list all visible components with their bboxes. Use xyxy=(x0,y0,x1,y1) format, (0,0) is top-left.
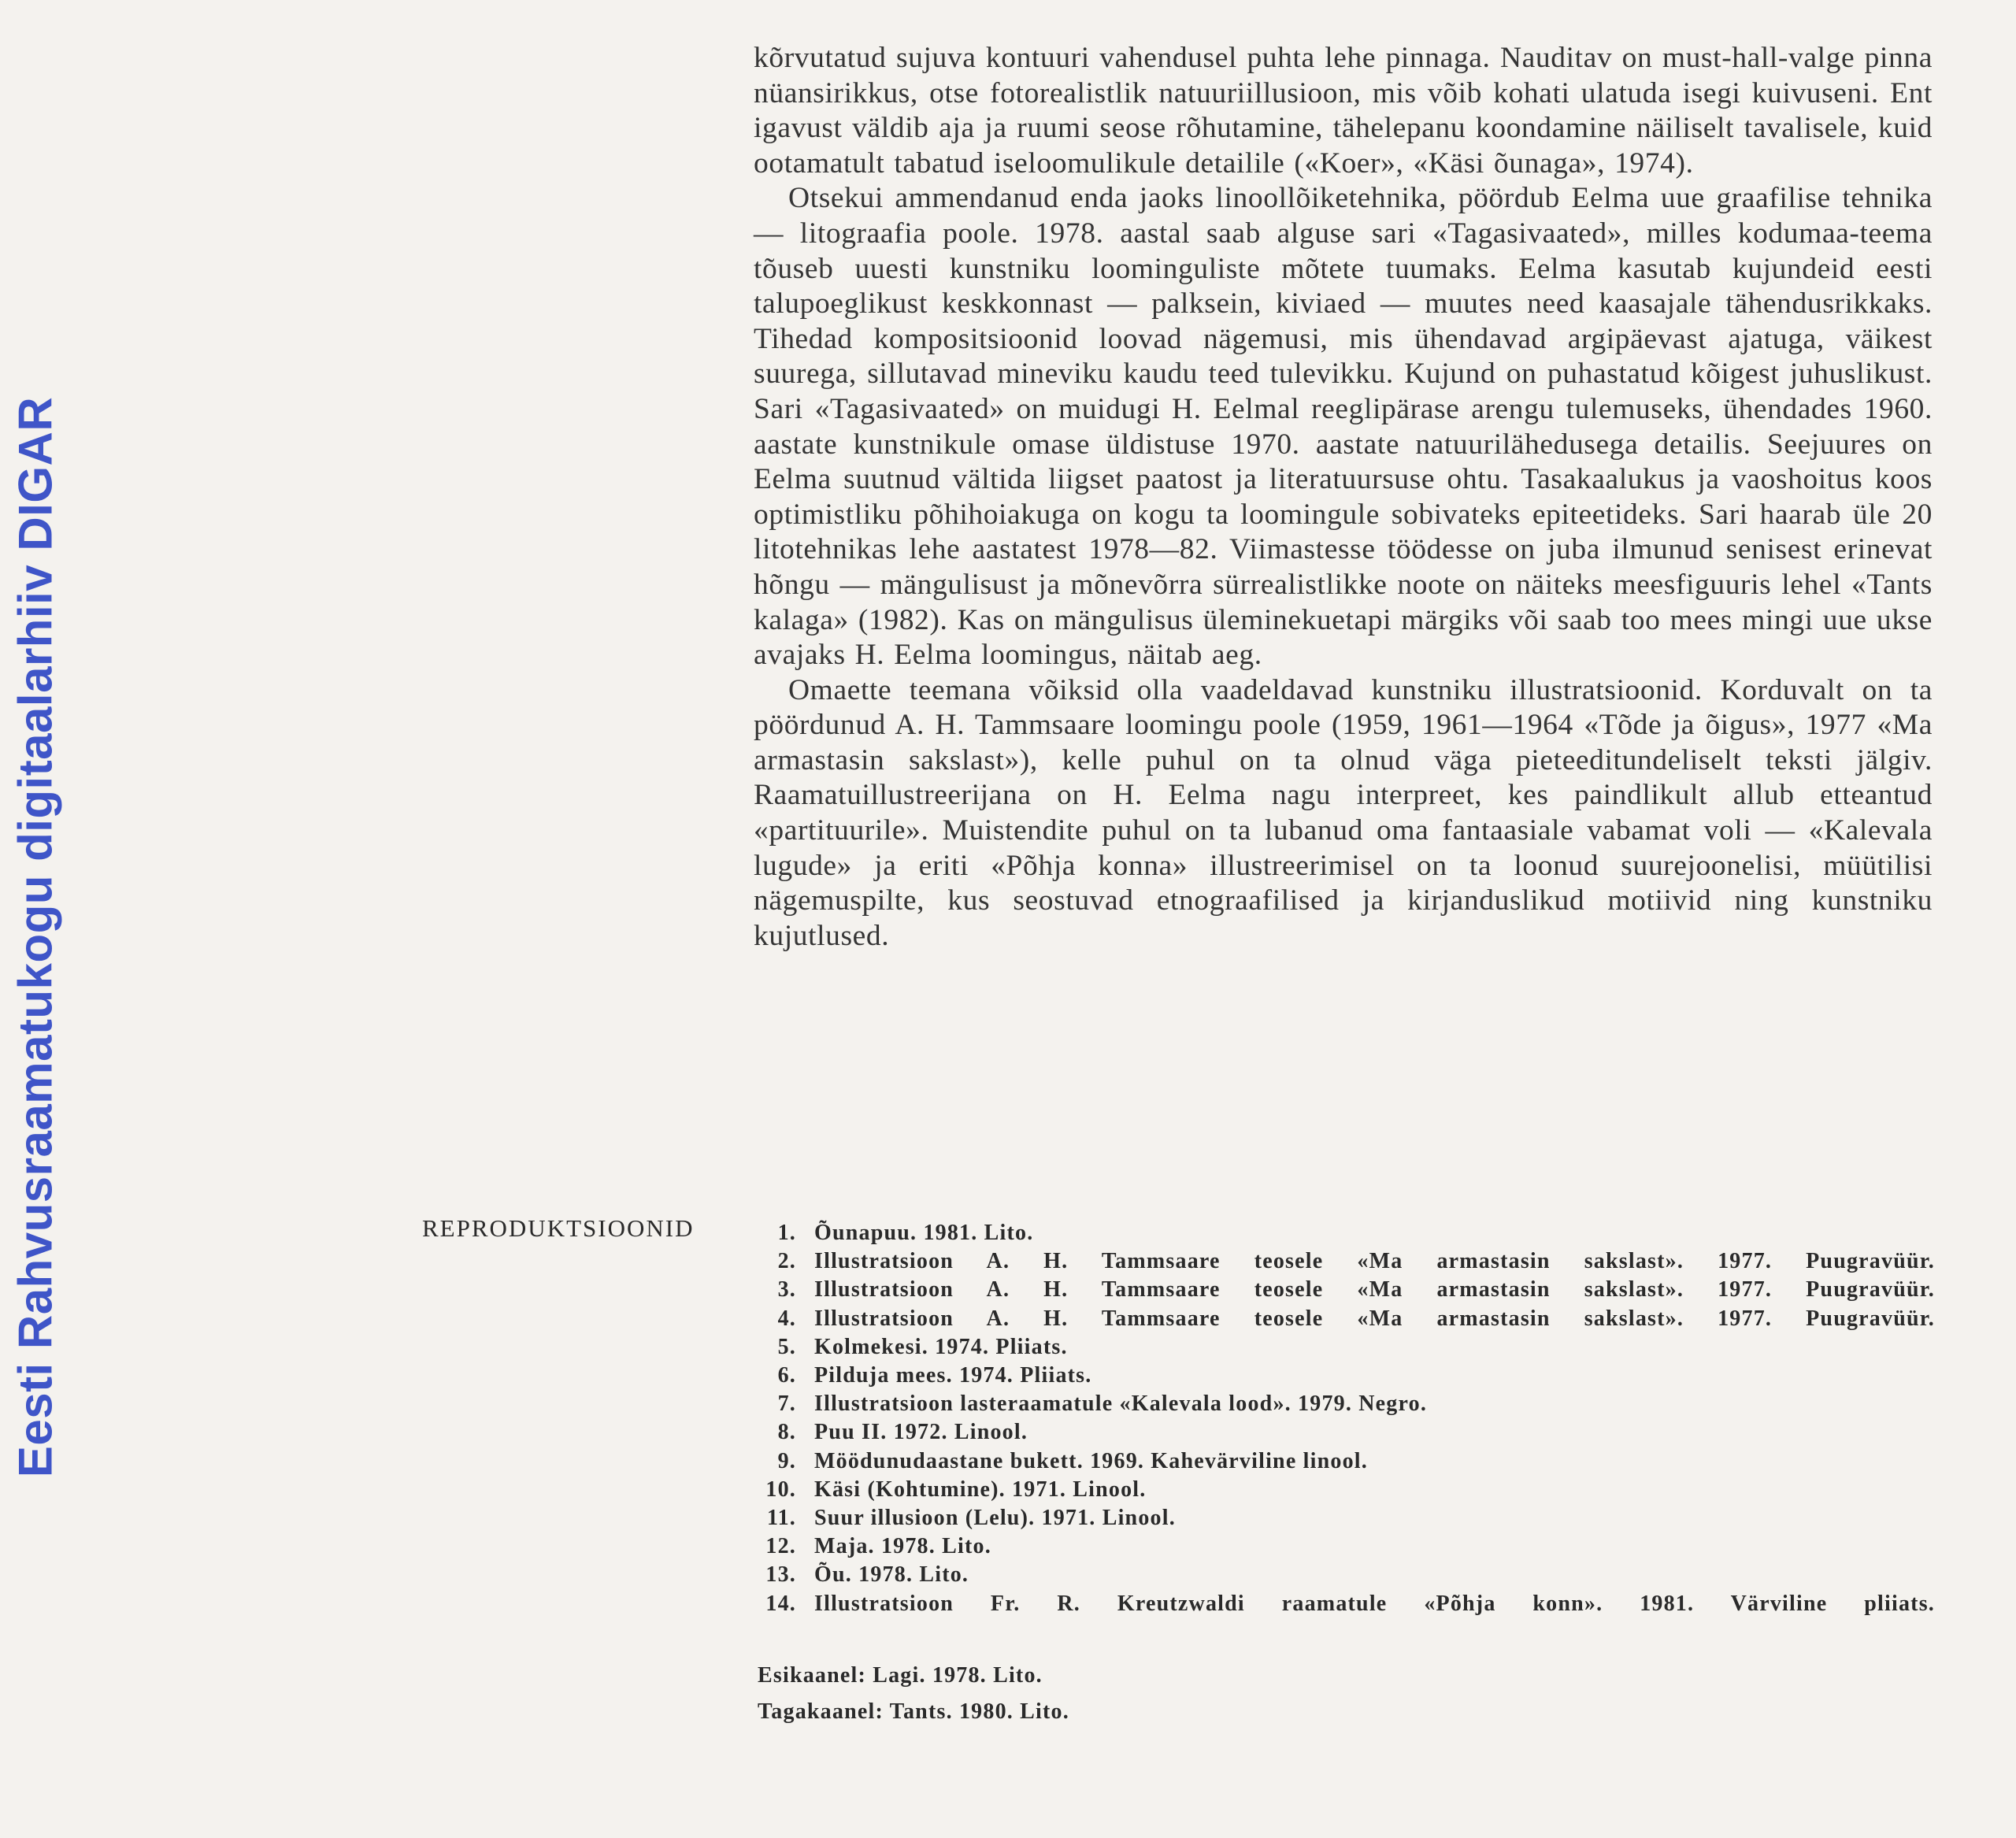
reproduction-item xyxy=(754,1305,1935,1333)
reproduction-item xyxy=(754,1362,1935,1390)
reproduction-item xyxy=(754,1390,1935,1418)
reproduction-item xyxy=(754,1504,1935,1532)
reproduction-item xyxy=(754,1418,1935,1447)
reproduction-number: 12. xyxy=(765,1534,796,1559)
reproduction-title: Suur illusioon (Lelu). 1971. Linool. xyxy=(814,1506,1176,1531)
reproduction-item xyxy=(754,1333,1935,1362)
front-cover-caption: Esikaanel: Lagi. 1978. Lito. xyxy=(758,1663,1043,1688)
reproduction-number: 3. xyxy=(777,1277,796,1303)
reproduction-title: Pilduja mees. 1974. Pliiats. xyxy=(814,1363,1092,1388)
archive-watermark xyxy=(0,0,71,1838)
reproductions-heading: REPRODUKTSIOONID xyxy=(422,1214,695,1242)
reproduction-item xyxy=(754,1447,1935,1476)
reproduction-title: Maja. 1978. Lito. xyxy=(814,1534,991,1559)
reproduction-item xyxy=(754,1532,1935,1561)
article-body xyxy=(754,41,1933,954)
reproduction-item xyxy=(754,1561,1935,1589)
reproduction-title: Puu II. 1972. Linool. xyxy=(814,1420,1028,1445)
paragraph-3: Omaette teemana võiksid olla vaadeldavad kunstniku illustratsioonid. Korduvalt on ta pöördunud A. H. Tammsaare loomingu poole (1959, 1961—1964 «Tõde ja õigus», 1977 «Ma armastasin sakslast»), kelle puhul on ta olnud väga pieteeditundeliselt teksti jälgiv. Raamatuillustreerijana on H. Eelma nagu interpreet, kes paindlikult allub etteantud «partituurile». Muistendite puhul on ta lubanud oma fantaasiale vabamat voli — «Kalevala lugude» ja eriti «Põhja konna» illustreerimisel on ta loonud suurejoonelisi, müütilisi nägemuspilte, kus seostuvad etnograafilised ja kirjanduslikud motiivid ning kunstniku kujutlused. xyxy=(754,673,1933,952)
reproduction-number: 4. xyxy=(777,1306,796,1331)
reproduction-number: 6. xyxy=(777,1363,796,1388)
reproduction-item xyxy=(754,1247,1935,1276)
reproduction-item xyxy=(754,1219,1935,1247)
reproduction-number: 1. xyxy=(777,1221,796,1245)
paragraph-2: Otsekui ammendanud enda jaoks linoollõiketehnika, pöördub Eelma uue graafilise tehnika — litograafia poole. 1978. aastal saab alguse sari «Tagasivaated», milles kodumaa-teema tõuseb uuesti kunstniku loominguliste mõtete tuumaks. Eelma kasutab kujundeid eesti talupoeglikust keskkonnast — palksein, kiviaed — muutes need kaasajale tähendusrikkaks. Tihedad kompositsioonid loovad nägemusi, mis ühendavad argipäevast ajatuga, väikest suurega, sillutavad mineviku kaudu teed tulevikku. Kujund on puhastatud kõigest juhuslikust. Sari «Tagasivaated» on muidugi H. Eelmal reeglipärase arengu tulemuseks, ühendades 1960. aastate kunstnikule omase üldistuse 1970. aastate natuurilähedusega detailis. Seejuures on Eelma suutnud vältida liigset paatost ja literatuursuse ohtu. Tasakaalukus ja vaoshoitus koos optimistliku põhihoiakuga on kogu ta loomingule sobivateks epiteetideks. Sari haarab üle 20 litotehnikas lehe aastatest 1978—82. Viimastesse töödesse on juba ilmunud senisest erinevat hõngu — mängulisust ja mõnevõrra sürrealistlikke noote on näiteks meesfiguuris lehel «Tants kalaga» (1982). Kas on mängulisus üleminekuetapi märgiks või saab too mees mingi uue ukse avajaks H. Eelma loomingus, näitab aeg. xyxy=(754,182,1933,672)
reproduction-title: Õunapuu. 1981. Lito. xyxy=(814,1221,1034,1245)
reproduction-number: 5. xyxy=(777,1334,796,1359)
reproduction-number: 2. xyxy=(777,1249,796,1274)
reproduction-title: Illustratsioon Fr. R. Kreutzwaldi raamatule «Põhja konn». 1981. Värviline pliiats. xyxy=(814,1591,1935,1616)
reproduction-title: Illustratsioon A. H. Tammsaare teosele «Ma armastasin sakslast». 1977. Puugravüür. xyxy=(814,1249,1935,1274)
reproductions-list xyxy=(754,1219,1935,1618)
reproduction-title: Illustratsioon A. H. Tammsaare teosele «Ma armastasin sakslast». 1977. Puugravüür. xyxy=(814,1277,1935,1303)
reproduction-title: Illustratsioon lasteraamatule «Kalevala lood». 1979. Negro. xyxy=(814,1391,1428,1417)
reproduction-title: Möödunudaastane bukett. 1969. Kahevärviline linool. xyxy=(814,1448,1368,1473)
reproduction-number: 8. xyxy=(777,1420,796,1445)
reproduction-number: 13. xyxy=(765,1562,796,1588)
watermark-text: Eesti Rahvusraamatukogu digitaalarhiiv DIGAR xyxy=(9,396,62,1478)
reproduction-number: 11. xyxy=(766,1506,796,1531)
reproduction-number: 9. xyxy=(777,1448,796,1473)
reproduction-number: 14. xyxy=(765,1591,796,1616)
reproduction-item xyxy=(754,1590,1935,1618)
reproduction-number: 7. xyxy=(777,1391,796,1417)
paragraph-1: kõrvutatud sujuva kontuuri vahendusel puhta lehe pinnaga. Nauditav on must-hall-valge pinna nüansirikkus, otse fotorealistlik natuuriillusioon, mis võib kohati ulatuda isegi kuivuseni. Ent igavust väldib aja ja ruumi seose rõhutamine, tähelepanu koondamine näiliselt tavalisele, kuid ootamatult tabatud iseloomulikule detailile («Koer», «Käsi õunaga», 1974). xyxy=(754,42,1933,180)
reproduction-title: Õu. 1978. Lito. xyxy=(814,1562,969,1588)
reproduction-title: Käsi (Kohtumine). 1971. Linool. xyxy=(814,1477,1147,1502)
reproduction-item xyxy=(754,1276,1935,1304)
reproduction-item xyxy=(754,1476,1935,1504)
reproduction-title: Kolmekesi. 1974. Pliiats. xyxy=(814,1334,1068,1359)
reproduction-number: 10. xyxy=(765,1477,796,1502)
back-cover-caption: Tagakaanel: Tants. 1980. Lito. xyxy=(758,1699,1069,1724)
reproduction-title: Illustratsioon A. H. Tammsaare teosele «Ma armastasin sakslast». 1977. Puugravüür. xyxy=(814,1306,1935,1331)
